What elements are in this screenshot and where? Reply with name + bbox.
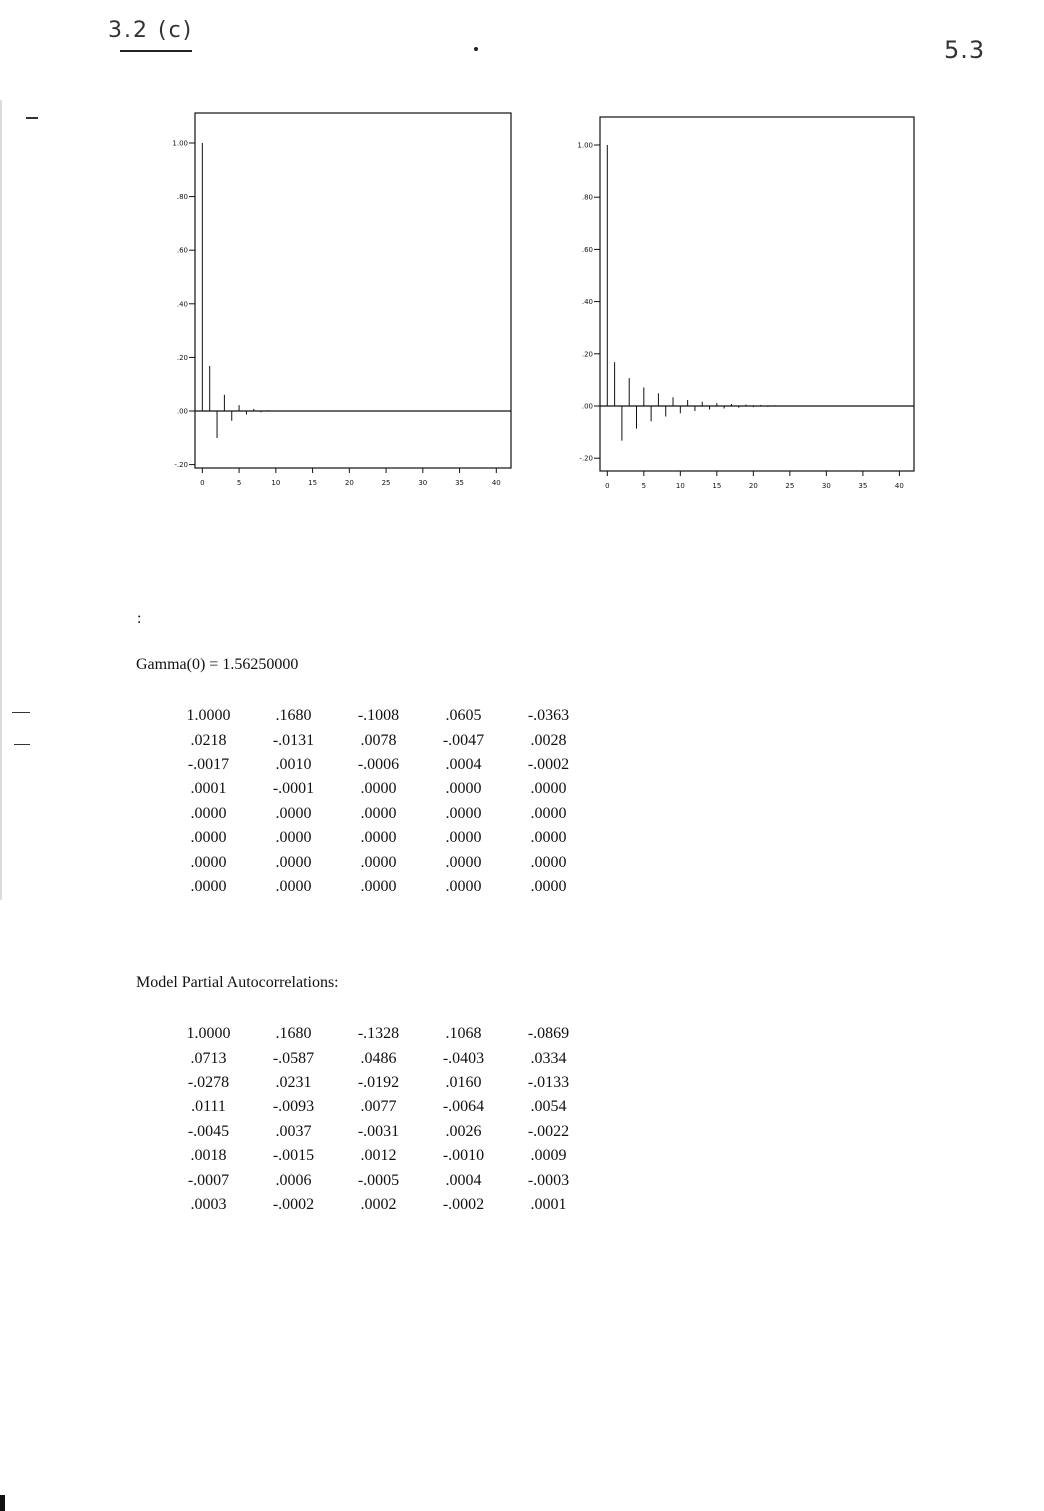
table-cell: .0001 xyxy=(190,780,227,798)
plot-frame xyxy=(600,117,914,471)
y-tick-label: -.20 xyxy=(174,461,188,470)
table-cell: -.0001 xyxy=(272,780,315,798)
table-cell: .0000 xyxy=(445,877,482,895)
table-cell: .0012 xyxy=(360,1147,397,1165)
table-cell: .0000 xyxy=(275,804,312,822)
x-tick-label: 35 xyxy=(455,479,465,487)
table-cell: .0000 xyxy=(360,780,397,798)
x-tick-label: 25 xyxy=(785,482,795,490)
table-row xyxy=(166,1144,591,1168)
y-tick-label: .80 xyxy=(581,193,593,202)
scan-edge xyxy=(0,100,2,900)
table-cell: -.0015 xyxy=(272,1147,315,1165)
x-tick-label: 35 xyxy=(858,482,868,490)
table-cell: .0000 xyxy=(530,804,567,822)
x-tick-label: 10 xyxy=(271,479,281,487)
x-tick-label: 30 xyxy=(821,482,831,490)
table-cell: .0000 xyxy=(275,853,312,871)
scan-mark xyxy=(26,117,38,119)
pacf-heading: Model Partial Autocorrelations: xyxy=(136,974,339,991)
table-cell: .0000 xyxy=(445,804,482,822)
y-tick-label: -.20 xyxy=(579,454,593,463)
scan-mark xyxy=(14,744,30,745)
table-cell: .0000 xyxy=(530,780,567,798)
table-cell: -.0131 xyxy=(272,731,315,749)
table-cell: -.0045 xyxy=(187,1122,230,1140)
plot-frame xyxy=(195,113,511,468)
table-cell: .0218 xyxy=(190,731,227,749)
table-cell: .0000 xyxy=(275,877,312,895)
table-cell: .0000 xyxy=(445,780,482,798)
table-cell: .0111 xyxy=(191,1098,226,1116)
table-cell: .0605 xyxy=(445,707,482,725)
y-tick-label: .40 xyxy=(176,300,188,309)
problem-label-underline xyxy=(120,50,192,52)
table-cell: .0000 xyxy=(530,829,567,847)
table-cell: .0334 xyxy=(530,1049,567,1067)
table-row xyxy=(166,850,591,874)
table-cell: 1.0000 xyxy=(186,1025,231,1043)
table-cell: -.0031 xyxy=(357,1122,400,1140)
table-cell: .0037 xyxy=(275,1122,312,1140)
table-row xyxy=(166,875,591,899)
table-cell: -.1328 xyxy=(357,1025,400,1043)
table-row xyxy=(166,1071,591,1095)
scan-dot xyxy=(474,47,478,51)
table-cell: .0000 xyxy=(360,829,397,847)
table-cell: .0010 xyxy=(275,755,312,773)
scan-corner-mark xyxy=(0,1495,5,1511)
table-cell: -.0363 xyxy=(527,707,570,725)
table-row xyxy=(166,704,591,728)
x-tick-label: 25 xyxy=(381,479,391,487)
table-cell: -.0192 xyxy=(357,1073,400,1091)
table-row xyxy=(166,1095,591,1119)
x-tick-label: 40 xyxy=(491,479,501,487)
table-cell: .0486 xyxy=(360,1049,397,1067)
table-cell: -.0047 xyxy=(442,731,485,749)
table-row xyxy=(166,1168,591,1192)
x-tick-label: 15 xyxy=(308,479,318,487)
acf-values-table xyxy=(166,704,591,899)
table-cell: .0077 xyxy=(360,1098,397,1116)
table-cell: -.0003 xyxy=(527,1171,570,1189)
gamma-heading: Gamma(0) = 1.56250000 xyxy=(136,656,299,673)
table-row xyxy=(166,753,591,777)
x-tick-label: 0 xyxy=(200,479,205,487)
table-cell: 1.0000 xyxy=(186,707,231,725)
table-cell: -.0007 xyxy=(187,1171,230,1189)
table-cell: -.0403 xyxy=(442,1049,485,1067)
table-cell: .1680 xyxy=(275,707,312,725)
table-cell: .0001 xyxy=(530,1195,567,1213)
table-cell: .0000 xyxy=(530,853,567,871)
page-number-label: 5.3 xyxy=(944,36,986,64)
table-cell: .0000 xyxy=(275,829,312,847)
table-cell: .0054 xyxy=(530,1098,567,1116)
table-row xyxy=(166,1046,591,1070)
table-cell: -.0006 xyxy=(357,755,400,773)
table-row xyxy=(166,1022,591,1046)
table-cell: -.0002 xyxy=(527,755,570,773)
table-cell: .0713 xyxy=(190,1049,227,1067)
table-cell: .0006 xyxy=(275,1171,312,1189)
table-cell: .0000 xyxy=(360,853,397,871)
y-tick-label: 1.00 xyxy=(577,141,593,150)
x-tick-label: 20 xyxy=(748,482,758,490)
table-cell: -.1008 xyxy=(357,707,400,725)
table-row xyxy=(166,728,591,752)
table-cell: .0004 xyxy=(445,755,482,773)
y-tick-label: .00 xyxy=(581,402,593,411)
x-tick-label: 5 xyxy=(236,479,242,487)
table-cell: .0000 xyxy=(445,829,482,847)
table-cell: .0009 xyxy=(530,1147,567,1165)
table-cell: -.0017 xyxy=(187,755,230,773)
table-cell: .0003 xyxy=(190,1195,227,1213)
table-cell: .0028 xyxy=(530,731,567,749)
y-tick-label: .60 xyxy=(176,246,188,255)
y-tick-label: .00 xyxy=(176,407,188,416)
x-tick-label: 0 xyxy=(605,482,610,490)
table-cell: .0018 xyxy=(190,1147,227,1165)
table-cell: .0000 xyxy=(190,877,227,895)
acf-chart xyxy=(150,100,530,500)
table-cell: .0078 xyxy=(360,731,397,749)
table-cell: -.0064 xyxy=(442,1098,485,1116)
table-row xyxy=(166,1120,591,1144)
scan-mark xyxy=(12,712,30,713)
table-cell: .0000 xyxy=(190,829,227,847)
table-cell: .0004 xyxy=(445,1171,482,1189)
stray-colon: : xyxy=(137,610,142,627)
table-cell: .0000 xyxy=(530,877,567,895)
x-tick-label: 5 xyxy=(641,482,647,490)
x-tick-label: 15 xyxy=(712,482,722,490)
y-tick-label: .40 xyxy=(581,298,593,307)
pacf-chart xyxy=(560,104,940,504)
y-tick-label: .20 xyxy=(176,353,188,362)
y-tick-label: .20 xyxy=(581,350,593,359)
table-cell: -.0005 xyxy=(357,1171,400,1189)
table-cell: .0000 xyxy=(190,804,227,822)
table-cell: -.0093 xyxy=(272,1098,315,1116)
table-cell: .0160 xyxy=(445,1073,482,1091)
table-row xyxy=(166,777,591,801)
table-cell: -.0010 xyxy=(442,1147,485,1165)
table-cell: -.0133 xyxy=(527,1073,570,1091)
y-tick-label: .80 xyxy=(176,193,188,202)
table-row xyxy=(166,826,591,850)
table-cell: -.0869 xyxy=(527,1025,570,1043)
x-tick-label: 20 xyxy=(344,479,354,487)
table-cell: .0231 xyxy=(275,1073,312,1091)
table-row xyxy=(166,1193,591,1217)
table-cell: .0002 xyxy=(360,1195,397,1213)
table-row xyxy=(166,802,591,826)
table-cell: .0000 xyxy=(190,853,227,871)
pacf-values-table xyxy=(166,1022,591,1217)
table-cell: .0026 xyxy=(445,1122,482,1140)
table-cell: .0000 xyxy=(360,804,397,822)
x-tick-label: 40 xyxy=(894,482,904,490)
table-cell: .0000 xyxy=(360,877,397,895)
table-cell: -.0002 xyxy=(442,1195,485,1213)
x-tick-label: 30 xyxy=(418,479,428,487)
y-tick-label: .60 xyxy=(581,245,593,254)
problem-label: 3.2 (c) xyxy=(108,18,194,43)
table-cell: .1680 xyxy=(275,1025,312,1043)
table-cell: .0000 xyxy=(445,853,482,871)
table-cell: -.0022 xyxy=(527,1122,570,1140)
table-cell: .1068 xyxy=(445,1025,482,1043)
table-cell: -.0278 xyxy=(187,1073,230,1091)
x-tick-label: 10 xyxy=(675,482,685,490)
table-cell: -.0587 xyxy=(272,1049,315,1067)
table-cell: -.0002 xyxy=(272,1195,315,1213)
y-tick-label: 1.00 xyxy=(172,139,188,148)
